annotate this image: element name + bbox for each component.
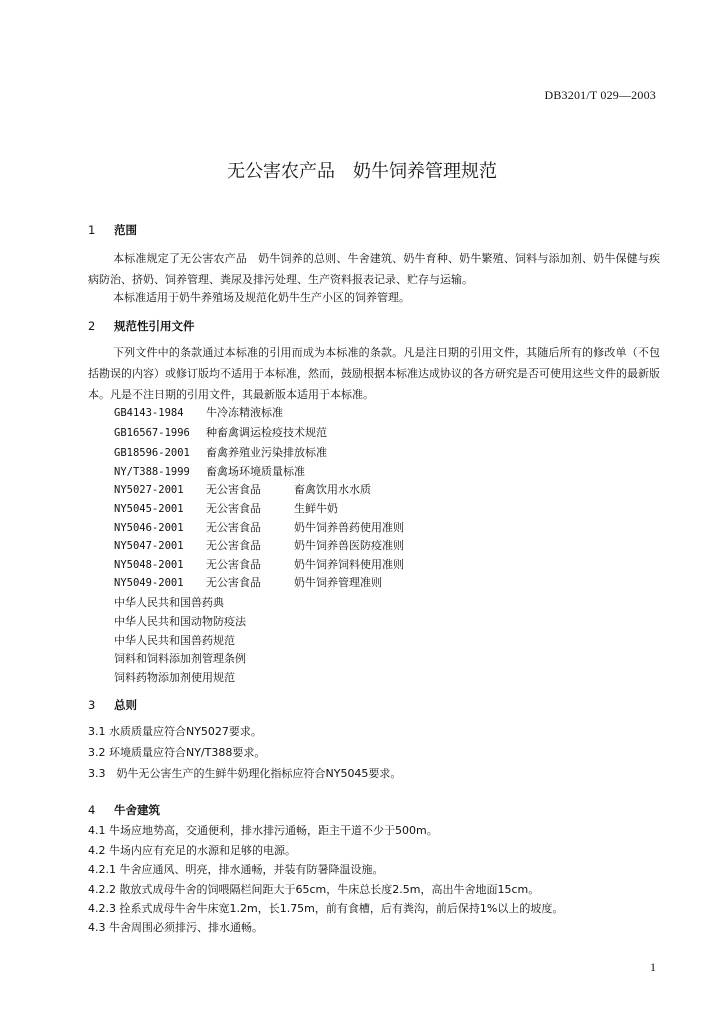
section-3-heading bbox=[88, 697, 137, 713]
law-item: 中华人民共和国兽药规范 bbox=[114, 634, 235, 647]
section-number: 4 bbox=[88, 803, 96, 817]
reference-item: NY5047-2001 无公害食品 奶牛饲养兽医防疫准则 bbox=[114, 539, 404, 552]
clause-item: 3.3 奶牛无公害生产的生鲜牛奶理化指标应符合NY5045要求。 bbox=[88, 767, 402, 780]
clause-item: 3.1 水质质量应符合NY5027要求。 bbox=[88, 725, 262, 738]
clause-item: 4.2.3 拴系式成母牛舍牛床宽1.2m，长1.75m，前有食槽，后有粪沟，前后保持1%以上的坡度。 bbox=[88, 902, 564, 915]
reference-item: GB4143-1984 牛冷冻精液标准 bbox=[114, 406, 283, 419]
document-title: 无公害农产品 奶牛饲养管理规范 bbox=[227, 161, 497, 182]
clause-item: 4.2 牛场内应有充足的水源和足够的电源。 bbox=[88, 844, 296, 857]
section-number: 3 bbox=[88, 698, 96, 712]
law-item: 饲料药物添加剂使用规范 bbox=[114, 671, 235, 684]
section-title: 范围 bbox=[114, 223, 137, 237]
section-title: 规范性引用文件 bbox=[114, 319, 195, 333]
standard-code: DB3201/T 029—2003 bbox=[544, 88, 656, 102]
section-number: 1 bbox=[88, 223, 96, 237]
clause-item: 4.2.2 散放式成母牛舍的饲喂隔栏间距大于65cm，牛床总长度2.5m，高出牛舍地面15cm。 bbox=[88, 883, 540, 896]
section-title: 总则 bbox=[114, 698, 137, 712]
law-item: 中华人民共和国动物防疫法 bbox=[114, 615, 246, 628]
reference-item: GB16567-1996 种畜禽调运检疫技术规范 bbox=[114, 426, 327, 439]
section-4-heading bbox=[88, 802, 160, 818]
page-number: 1 bbox=[650, 960, 656, 974]
reference-item: NY5045-2001 无公害食品 生鲜牛奶 bbox=[114, 502, 338, 515]
section-1-heading bbox=[88, 222, 137, 238]
section-1-paragraph-2: 本标准适用于奶牛养殖场及规范化奶牛生产小区的饲养管理。 bbox=[113, 291, 410, 304]
clause-item: 4.3 牛舍周围必须排污、排水通畅。 bbox=[88, 921, 263, 934]
section-number: 2 bbox=[88, 319, 96, 333]
reference-item: NY5049-2001 无公害食品 奶牛饲养管理准则 bbox=[114, 576, 382, 589]
law-item: 中华人民共和国兽药典 bbox=[114, 596, 224, 609]
reference-item: NY5046-2001 无公害食品 奶牛饲养兽药使用准则 bbox=[114, 521, 404, 534]
clause-item: 4.2.1 牛舍应通风、明亮，排水通畅，并装有防暑降温设施。 bbox=[88, 863, 384, 876]
reference-item: NY/T388-1999 畜禽场环境质量标准 bbox=[114, 465, 305, 478]
law-item: 饲料和饲料添加剂管理条例 bbox=[114, 652, 246, 665]
clause-item: 4.1 牛场应地势高，交通便利，排水排污通畅，距主干道不少于500m。 bbox=[88, 824, 438, 837]
section-title: 牛舍建筑 bbox=[114, 803, 160, 817]
clause-item: 3.2 环境质量应符合NY/T388要求。 bbox=[88, 746, 266, 759]
section-1-paragraph-1: 本标准规定了无公害农产品 奶牛饲养的总则、牛舍建筑、奶牛育种、奶牛繁殖、饲料与添加剂、奶牛保健与疾病防治、挤奶、饲养管理、粪尿及排污处理、生产资料报表记录、贮存与运输。 bbox=[88, 252, 660, 286]
reference-item: NY5048-2001 无公害食品 奶牛饲养饲料使用准则 bbox=[114, 558, 404, 571]
section-2-heading bbox=[88, 318, 195, 334]
section-2-paragraph-1: 下列文件中的条款通过本标准的引用而成为本标准的条款。凡是注日期的引用文件，其随后所有的修改单（不包括勘误的内容）或修订版均不适用于本标准，然而，鼓励根据本标准达成协议的各方研究是否可使用这些文件的最新版本。凡是不注日期的引用文件，其最新版本适用于本标准。 bbox=[88, 346, 660, 401]
reference-item: GB18596-2001 畜禽养殖业污染排放标准 bbox=[114, 446, 327, 459]
reference-item: NY5027-2001 无公害食品 畜禽饮用水水质 bbox=[114, 483, 371, 496]
